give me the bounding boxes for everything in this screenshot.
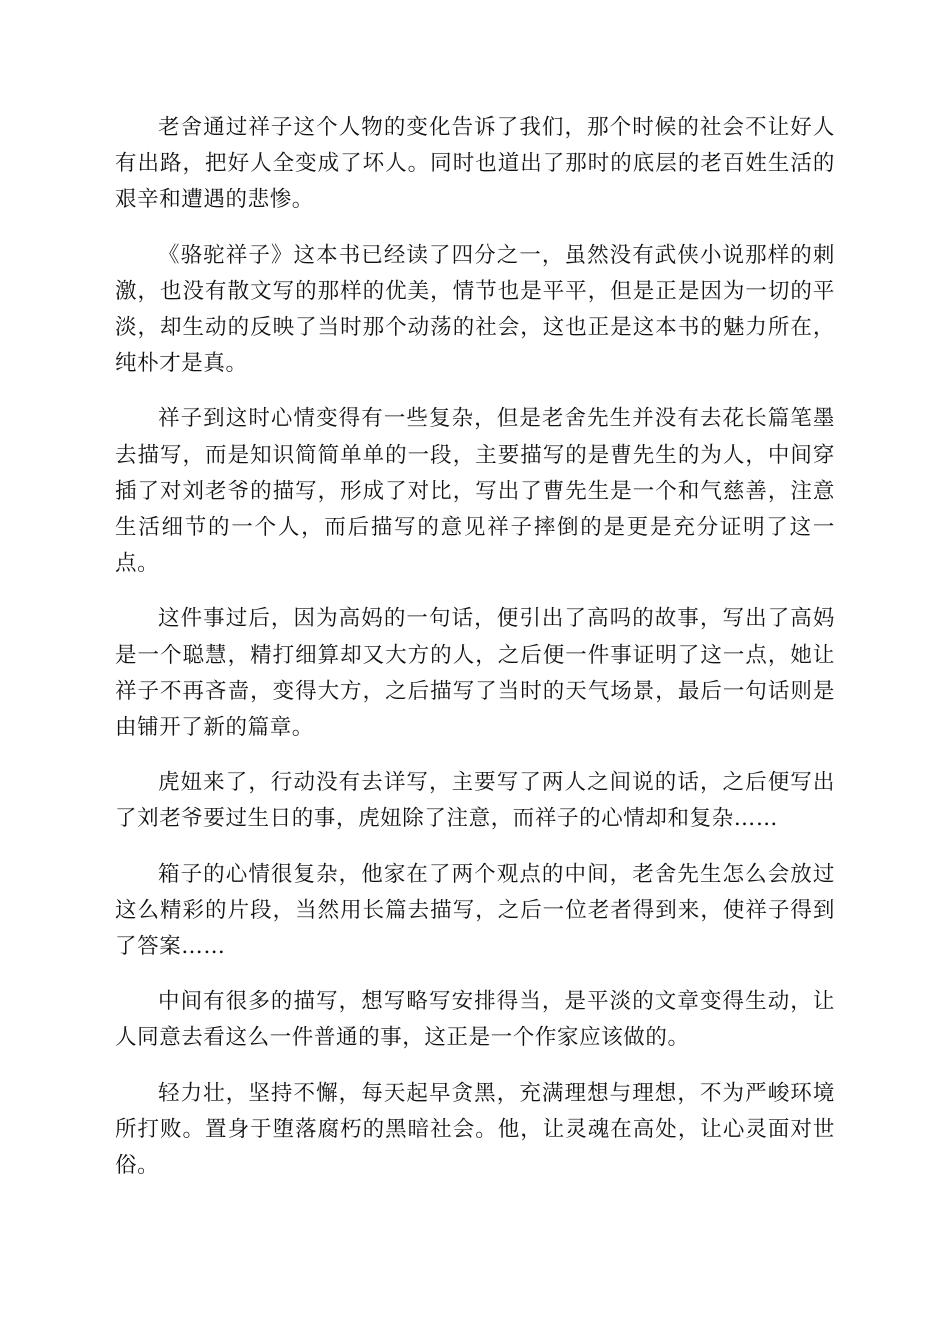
paragraph-3: 祥子到这时心情变得有一些复杂，但是老舍先生并没有去花长篇笔墨去描写，而是知识简简单单的一段，主要描写的是曹先生的为人，中间穿插了对刘老爷的描写，形成了对比，写出了曹先生是一个和气慈善，注意生活细节的一个人，而后描写的意见祥子摔倒的是更是充分证明了这一点。 xyxy=(115,406,835,577)
paragraph-7: 中间有很多的描写，想写略写安排得当，是平淡的文章变得生动，让人同意去看这么一件普通的事，这正是一个作家应该做的。 xyxy=(115,989,835,1051)
document-body xyxy=(115,110,835,1203)
paragraph-8: 轻力壮，坚持不懈，每天起早贪黑，充满理想与理想，不为严峻环境所打败。置身于堕落腐朽的黑暗社会。他，让灵魂在高处，让心灵面对世俗。 xyxy=(115,1080,835,1179)
paragraph-4: 这件事过后，因为高妈的一句话，便引出了高吗的故事，写出了高妈是一个聪慧，精打细算却又大方的人，之后便一件事证明了这一点，她让祥子不再吝啬，变得大方，之后描写了当时的天气场景，最后一句话则是由铺开了新的篇章。 xyxy=(115,606,835,741)
paragraph-5: 虎妞来了，行动没有去详写，主要写了两人之间说的话，之后便写出了刘老爷要过生日的事，虎妞除了注意，而祥子的心情却和复杂…… xyxy=(115,770,835,832)
paragraph-1: 老舍通过祥子这个人物的变化告诉了我们，那个时候的社会不让好人有出路，把好人全变成了坏人。同时也道出了那时的底层的老百姓生活的艰辛和遭遇的悲惨。 xyxy=(115,115,835,213)
paragraph-6: 箱子的心情很复杂，他家在了两个观点的中间，老舍先生怎么会放过这么精彩的片段，当然用长篇去描写，之后一位老者得到来，使祥子得到了答案…… xyxy=(115,861,835,960)
paragraph-2: 《骆驼祥子》这本书已经读了四分之一，虽然没有武侠小说那样的刺激，也没有散文写的那样的优美，情节也是平平，但是正是因为一切的平淡，却生动的反映了当时那个动荡的社会，这也正是这本书的魅力所在，纯朴才是真。 xyxy=(115,242,835,377)
